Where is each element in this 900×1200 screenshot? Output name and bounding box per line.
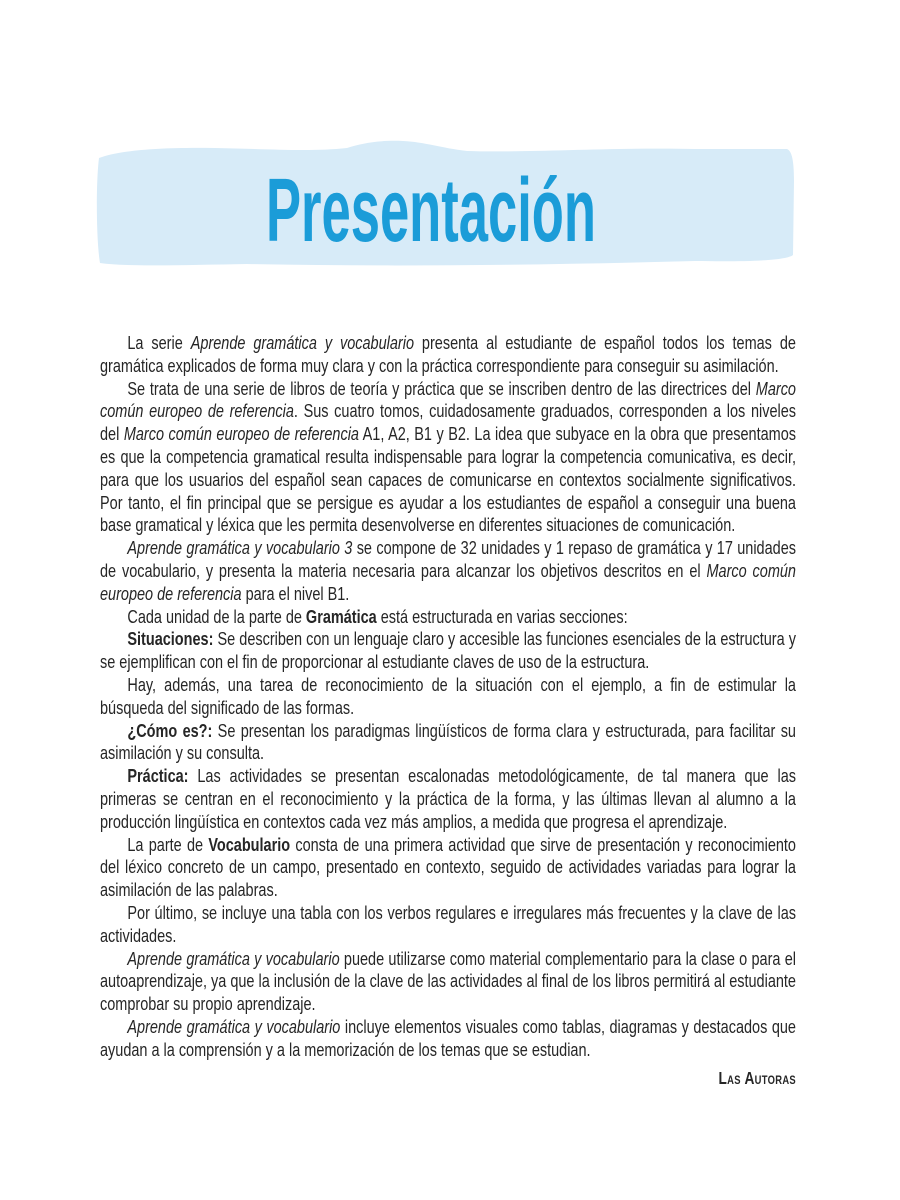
paragraph (100, 606, 796, 629)
text-segment: incluye elementos visuales como tablas, diagramas y destacados que ayudan a la comprensión y a la memorización de los temas que se estudian. (100, 1015, 796, 1060)
text-segment: Vocabulario (208, 833, 291, 855)
paragraph (100, 902, 796, 948)
text-segment: ¿Cómo es?: (127, 719, 213, 741)
text-segment: consta de una primera actividad que sirve de presentación y reconocimiento del léxico concreto de un campo, presentado en contexto, seguido de actividades variadas para lograr la asimilación de las palabras. (100, 833, 796, 901)
text-segment: Aprende gramática y vocabulario (127, 947, 340, 969)
text-segment: La parte de (127, 833, 209, 855)
text-segment: A1, A2, B1 y B2. La idea que subyace en la obra que presentamos es que la competencia gramatical resulta indispensable para lograr la competencia comunicativa, es decir, para que los usuarios del español sean capaces de comunicarse en contextos socialmente significativos. Por tanto, el fin principal que se persigue es ayudar a los estudiantes de español a conseguir una buena base gramatical y léxica que les permita desenvolverse en diferentes situaciones de comunicación. (100, 423, 796, 536)
paragraph (100, 948, 796, 1016)
text-segment: Marco común europeo de referencia (123, 423, 359, 445)
text-segment: Gramática (305, 605, 377, 627)
paragraph (100, 674, 796, 720)
text-segment: Situaciones: (127, 628, 214, 650)
text-segment: presenta al estudiante de español todos los temas de gramática explicados de forma muy clara y con la práctica correspondiente para conseguir su asimilación. (100, 332, 796, 376)
paragraph (100, 1016, 796, 1062)
text-segment: Se presentan los paradigmas lingüísticos de forma clara y estructurada, para facilitar su asimilación y su consulta. (100, 719, 796, 764)
paragraph (100, 834, 796, 902)
text-segment: Práctica: (127, 765, 189, 787)
paragraph (100, 378, 796, 538)
text-segment: Cada unidad de la parte de (127, 605, 306, 627)
paragraph (100, 628, 796, 674)
text-segment: La serie (127, 332, 191, 353)
text-segment: Marco común europeo de referencia (100, 559, 796, 604)
text-segment: Aprende gramática y vocabulario (127, 1015, 341, 1037)
text-segment: Por último, se incluye una tabla con los verbos regulares e irregulares más frecuentes y la clave de las actividades. (100, 901, 796, 946)
authors-signature: Las Autoras (718, 1067, 796, 1088)
text-segment: Aprende gramática y vocabulario 3 (127, 537, 353, 559)
body-text-scaler (100, 332, 796, 1089)
text-segment: Hay, además, una tarea de reconocimiento de la situación con el ejemplo, a fin de estimular la búsqueda del significado de las formas. (100, 673, 796, 718)
paragraph (100, 332, 796, 378)
text-segment: puede utilizarse como material complementario para la clase o para el autoaprendizaje, ya que la inclusión de la clave de las actividades al final de los libros permitirá al estudiante comprobar su propio aprendizaje. (100, 947, 796, 1015)
text-segment: se compone de 32 unidades y 1 repaso de gramática y 17 unidades de vocabulario, y presenta la materia necesaria para alcanzar los objetivos descritos en el (100, 537, 796, 581)
text-segment: Se describen con un lenguaje claro y accesible las funciones esenciales de la estructura y se ejemplifican con el fin de proporcionar al estudiante claves de uso de la estructura. (100, 628, 796, 673)
text-segment: Marco común europeo de referencia (100, 377, 796, 422)
text-segment: . Sus cuatro tomos, cuidadosamente graduados, corresponden a los niveles del (100, 400, 796, 445)
text-segment: Se trata de una serie de libros de teoría y práctica que se inscriben dentro de las directrices del (127, 377, 756, 399)
paragraph (100, 537, 796, 605)
text-segment: está estructurada en varias secciones: (376, 605, 628, 627)
body-paragraphs (100, 332, 796, 1062)
text-segment: para el nivel B1. (241, 582, 350, 604)
paragraph (100, 720, 796, 766)
text-segment: Las actividades se presentan escalonadas metodológicamente, de tal manera que las primeras se centran en el reconocimiento y la práctica de la forma, y las últimas llevan al alumno a la producción lingüística en contextos cada vez más amplios, a medida que progresa el aprendizaje. (100, 765, 796, 832)
text-segment: Aprende gramática y vocabulario (190, 332, 414, 353)
title-banner (95, 139, 797, 271)
page-title: Presentación (266, 161, 596, 261)
paragraph (100, 765, 796, 833)
body-text-area (100, 332, 796, 1089)
